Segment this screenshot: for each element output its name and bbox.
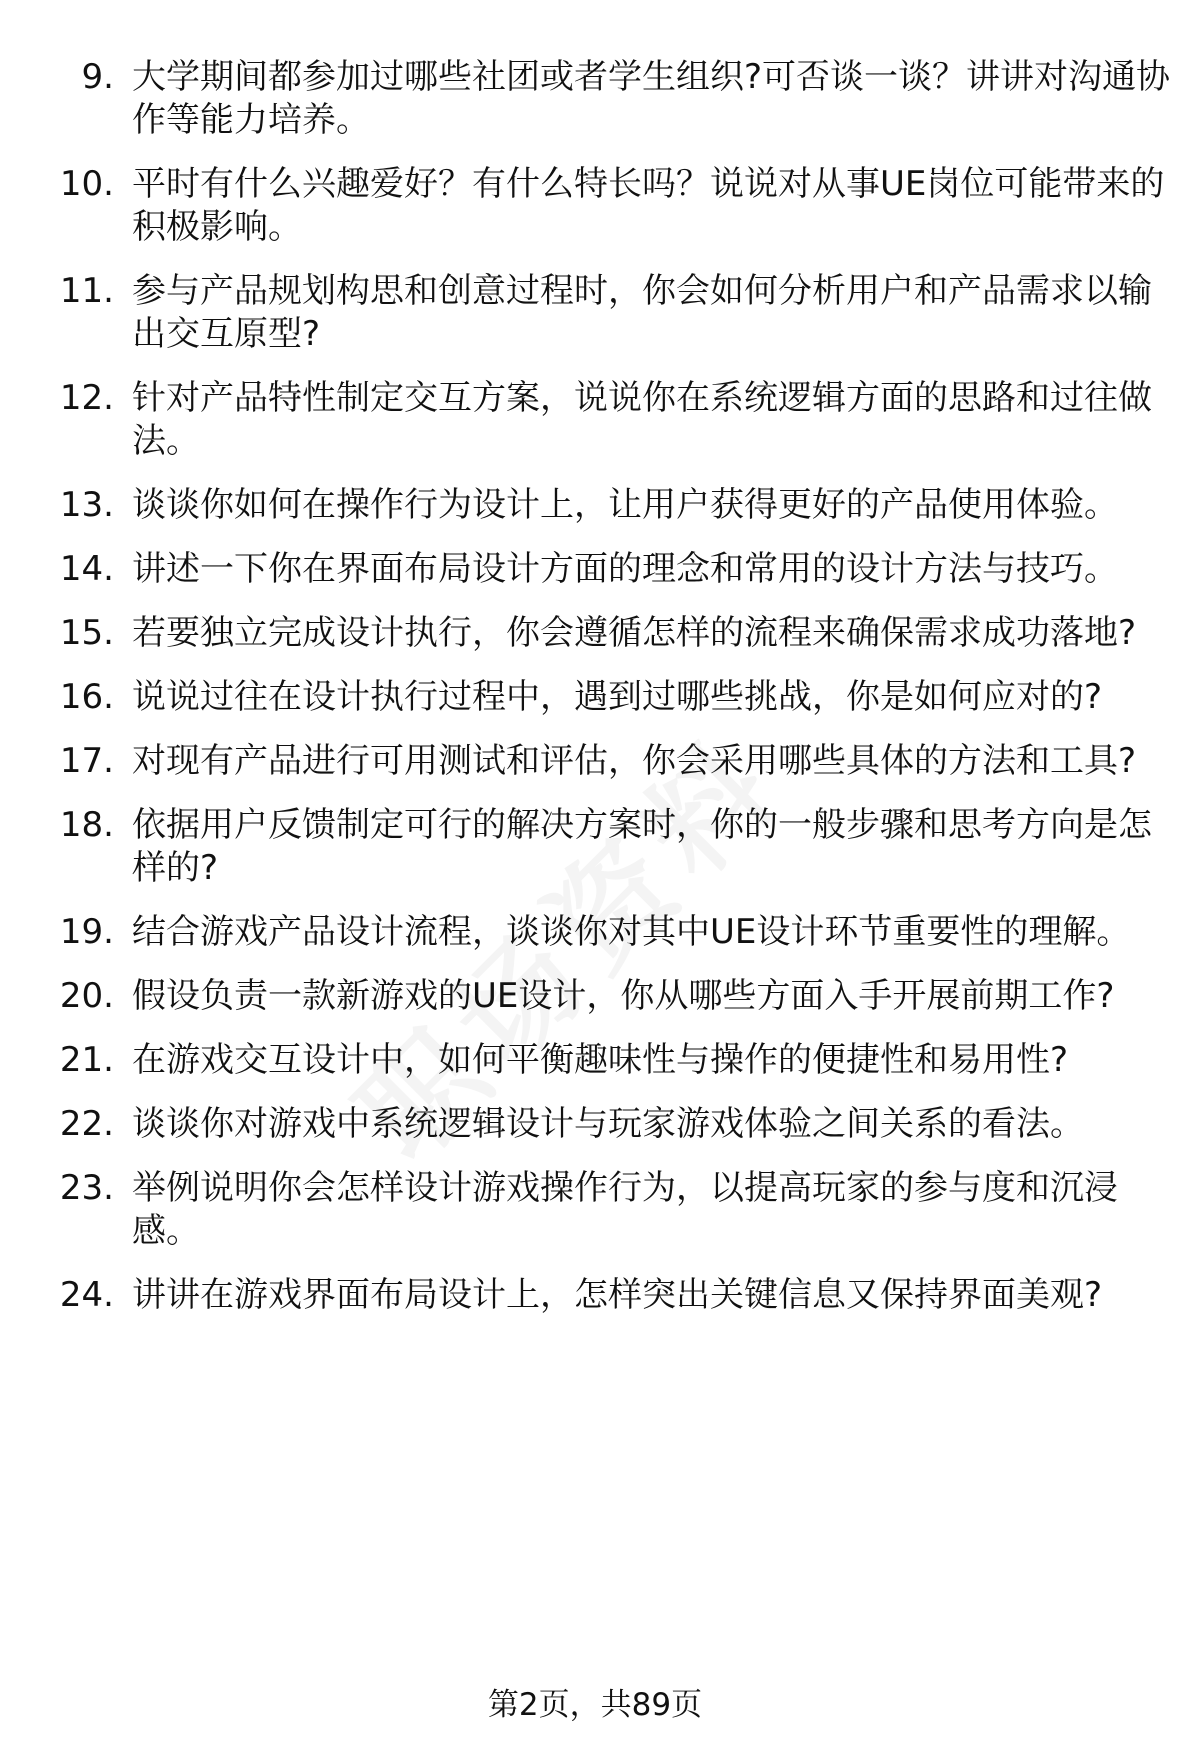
question-item [56,56,1171,142]
question-item [56,740,1171,783]
question-number: 20. [59,976,114,1016]
question-text: 假设负责一款新游戏的UE设计，你从哪些方面入手开展前期工作? [132,976,1115,1016]
question-number: 17. [59,741,114,781]
question-number: 16. [59,677,114,717]
question-item [56,163,1171,249]
question-text: 举例说明你会怎样设计游戏操作行为，以提高玩家的参与度和沉浸感。 [132,1168,1118,1251]
question-text: 结合游戏产品设计流程，谈谈你对其中UE设计环节重要性的理解。 [132,912,1131,952]
question-item [56,676,1171,719]
question-item [56,484,1171,527]
question-number: 21. [59,1040,114,1080]
question-item [56,377,1171,463]
question-text: 讲讲在游戏界面布局设计上，怎样突出关键信息又保持界面美观? [132,1275,1103,1315]
question-number: 18. [59,805,114,845]
question-number: 12. [59,378,114,418]
page-number-info: 第2页，共89页 [487,1687,703,1723]
question-text: 针对产品特性制定交互方案，说说你在系统逻辑方面的思路和过往做法。 [132,378,1152,461]
question-list [56,56,1171,1338]
question-number: 11. [59,271,114,311]
question-number: 15. [59,613,114,653]
question-text: 依据用户反馈制定可行的解决方案时，你的一般步骤和思考方向是怎样的? [132,805,1152,888]
question-item [56,548,1171,591]
question-item [56,1167,1171,1253]
question-item [56,270,1171,356]
question-number: 9. [81,57,114,97]
question-text: 对现有产品进行可用测试和评估，你会采用哪些具体的方法和工具? [132,741,1137,781]
question-item [56,911,1171,954]
question-text: 讲述一下你在界面布局设计方面的理念和常用的设计方法与技巧。 [132,549,1118,589]
question-text: 平时有什么兴趣爱好？有什么特长吗？说说对从事UE岗位可能带来的积极影响。 [132,164,1165,247]
question-item [56,804,1171,890]
question-text: 谈谈你如何在操作行为设计上，让用户获得更好的产品使用体验。 [132,485,1118,525]
question-number: 14. [59,549,114,589]
question-text: 在游戏交互设计中，如何平衡趣味性与操作的便捷性和易用性? [132,1040,1069,1080]
question-number: 10. [59,164,114,204]
question-text: 谈谈你对游戏中系统逻辑设计与玩家游戏体验之间关系的看法。 [132,1104,1084,1144]
question-text: 说说过往在设计执行过程中，遇到过哪些挑战，你是如何应对的? [132,677,1103,717]
question-item [56,975,1171,1018]
question-number: 22. [59,1104,114,1144]
question-text: 大学期间都参加过哪些社团或者学生组织?可否谈一谈？讲讲对沟通协作等能力培养。 [132,57,1171,140]
question-text: 参与产品规划构思和创意过程时，你会如何分析用户和产品需求以输出交互原型? [132,271,1152,354]
question-number: 24. [59,1275,114,1315]
question-item [56,1039,1171,1082]
question-item [56,612,1171,655]
question-item [56,1103,1171,1146]
question-item [56,1274,1171,1317]
page-footer [0,1685,1190,1725]
question-text: 若要独立完成设计执行，你会遵循怎样的流程来确保需求成功落地? [132,613,1137,653]
question-number: 13. [59,485,114,525]
question-number: 23. [59,1168,114,1208]
question-number: 19. [59,912,114,952]
